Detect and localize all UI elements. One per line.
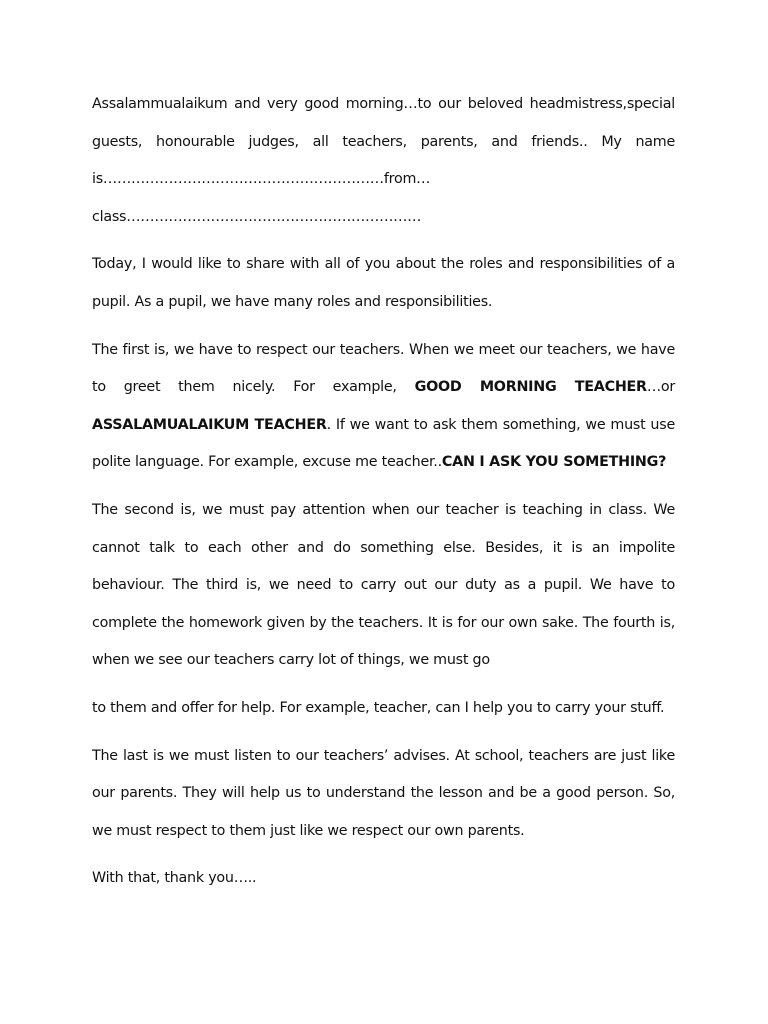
assalamualaikum-teacher-emphasis: ASSALAMUALAIKUM TEACHER — [92, 416, 327, 433]
closing-paragraph — [92, 860, 675, 898]
first-role-text-1: The first is, we have to respect our teachers. When we meet our teachers, we have to greet them nicely. For example, — [92, 341, 675, 396]
speech-document — [92, 86, 675, 908]
second-role-text: The second is, we must pay attention when our teacher is teaching in class. We cannot talk to each other and do something else. Besides, it is an impolite behaviour. The third is, we need to carry out our duty as a pupil. We have to complete the homework given by the teachers. It is for our own sake. The fourth is, when we see our teachers carry lot of things, we must go — [92, 501, 675, 669]
greeting-text: Assalammualaikum and very good morning…to our beloved headmistress,special guests, honourable judges, all teachers, parents, and friends.. My name is……………………………………………………from…class……………………………………………………… — [92, 96, 675, 225]
first-role-text-3: . If we want to ask them something, we must use polite language. For example, excuse me teacher.. — [92, 416, 675, 471]
closing-text: With that, thank you….. — [92, 870, 257, 887]
can-i-ask-emphasis: CAN I ASK YOU SOMETHING? — [441, 454, 667, 471]
last-role-paragraph — [92, 738, 675, 851]
intro-text: Today, I would like to share with all of you about the roles and responsibilities of a pupil. As a pupil, we have many roles and responsibilities. — [92, 256, 675, 310]
fourth-role-continuation-paragraph — [92, 690, 675, 728]
last-role-text: The last is we must listen to our teachers’ advises. At school, teachers are just like our parents. They will help us to understand the lesson and be a good person. So, we must respect to them just like we respect our own parents. — [92, 747, 675, 839]
fourth-role-continuation-text: to them and offer for help. For example, teacher, can I help you to carry your stuff. — [92, 699, 665, 716]
greeting-paragraph — [92, 86, 675, 236]
good-morning-teacher-emphasis: GOOD MORNING TEACHER — [414, 379, 647, 396]
first-role-paragraph — [92, 332, 675, 482]
second-role-paragraph — [92, 492, 675, 680]
first-role-text-2: …or — [646, 379, 675, 396]
intro-paragraph — [92, 246, 675, 321]
